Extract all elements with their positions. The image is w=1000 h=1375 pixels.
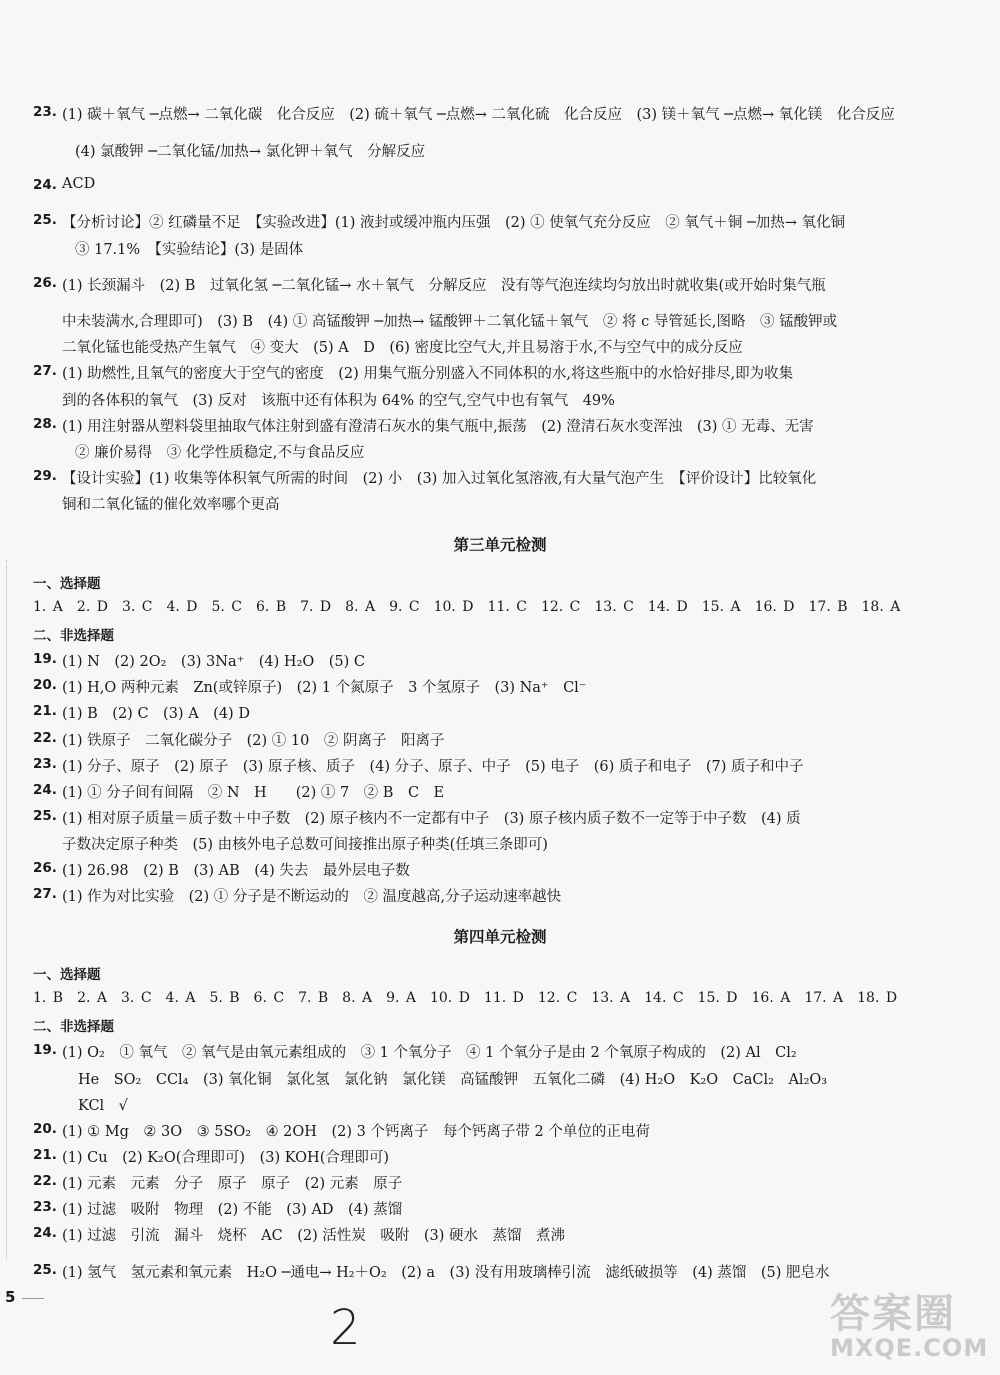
q29-line-1: 【设计实验】(1) 收集等体积氧气所需的时间 (2) 小 (3) 加入过氧化氢溶液,有大量气泡产生 【评价设计】比较氧化 [62,471,817,487]
unit3-mc-answers: 1. A 2. D 3. C 4. D 5. C 6. B 7. D 8. A 9. C 10. D 11. C 12. C 13. C 14. D 15. A 16. D 17. B 18. A [33,599,901,615]
q26-line-3: 二氧化锰也能受热产生氧气 ④ 变大 (5) A D (6) 密度比空气大,并且易溶于水,不与空气中的成分反应 [62,340,743,356]
u4-q24-number: 24. [33,1225,57,1241]
u3-q22-line-1: (1) 铁原子 二氧化碳分子 (2) ① 10 ② 阴离子 阳离子 [62,733,445,749]
u4-q20-number: 20. [33,1121,57,1137]
unit4-title: 第四单元检测 [453,928,547,946]
u3-q25-number: 25. [33,808,57,824]
u3-q25-line-2: 子数决定原子种类 (5) 由核外电子总数可间接推出原子种类(任填三条即可) [62,837,548,853]
q23-line-2: (4) 氯酸钾 ─二氧化锰/加热→ 氯化钾＋氧气 分解反应 [75,144,426,160]
u4-q19-line-3: KCl √ [78,1098,128,1114]
unit4-mc-answers: 1. B 2. A 3. C 4. A 5. B 6. C 7. B 8. A 9. A 10. D 11. D 12. C 13. A 14. C 15. D 16. A 17. A 18. D [33,990,898,1006]
page-number-rule [22,1298,44,1299]
q24-number: 24. [33,177,57,193]
u4-q22-number: 22. [33,1173,57,1189]
u3-q26-number: 26. [33,860,57,876]
unit4-mc-label: 一、选择题 [33,967,101,983]
u4-q21-number: 21. [33,1147,57,1163]
u3-q23-line-1: (1) 分子、原子 (2) 原子 (3) 原子核、质子 (4) 分子、原子、中子 (5) 电子 (6) 质子和电子 (7) 质子和中子 [62,759,804,775]
u3-q26-line-1: (1) 26.98 (2) B (3) AB (4) 失去 最外层电子数 [62,863,410,879]
u3-q21-line-1: (1) B (2) C (3) A (4) D [62,706,250,722]
u4-q25-number: 25. [33,1262,57,1278]
q29-number: 29. [33,468,57,484]
u3-q24-line-1: (1) ① 分子间有间隔 ② N H (2) ① 7 ② B C E [62,785,445,801]
u3-q20-line-1: (1) H,O 两种元素 Zn(或锌原子) (2) 1 个氮原子 3 个氢原子 (3) Na⁺ Cl⁻ [62,680,587,696]
q27-line-1: (1) 助燃性,且氧气的密度大于空气的密度 (2) 用集气瓶分别盛入不同体积的水,将这些瓶中的水恰好排尽,即为收集 [62,366,794,382]
q23-line-1: (1) 碳＋氧气 ─点燃→ 二氧化碳 化合反应 (2) 硫＋氧气 ─点燃→ 二氧化硫 化合反应 (3) 镁＋氧气 ─点燃→ 氧化镁 化合反应 [62,107,895,123]
q28-line-1: (1) 用注射器从塑料袋里抽取气体注射到盛有澄清石灰水的集气瓶中,振荡 (2) 澄清石灰水变浑浊 (3) ① 无毒、无害 [62,419,814,435]
u3-q22-number: 22. [33,730,57,746]
watermark-bottom-text: MXQE.COM [830,1334,989,1362]
u3-q27-line-1: (1) 作为对比实验 (2) ① 分子是不断运动的 ② 温度越高,分子运动速率越快 [62,889,562,905]
q28-line-2: ② 廉价易得 ③ 化学性质稳定,不与食品反应 [75,445,365,461]
q26-line-2: 中未装满水,合理即可) (3) B (4) ① 高锰酸钾 ─加热→ 锰酸钾＋二氧化锰＋氧气 ② 将 c 导管延长,图略 ③ 锰酸钾或 [62,314,838,330]
u4-q19-line-2: He SO₂ CCl₄ (3) 氧化铜 氯化氢 氯化钠 氯化镁 高锰酸钾 五氧化二磷 (4) H₂O K₂O CaCl₂ Al₂O₃ [78,1072,828,1088]
u3-q27-number: 27. [33,886,57,902]
q25-line-2: ③ 17.1% 【实验结论】(3) 是固体 [75,242,304,258]
q29-line-2: 铜和二氧化锰的催化效率哪个更高 [62,497,280,513]
q27-line-2: 到的各体积的氧气 (3) 反对 该瓶中还有体积为 64% 的空气,空气中也有氧气 49% [62,393,615,409]
binding-margin [6,560,7,1260]
q28-number: 28. [33,416,57,432]
u4-q25-line-1: (1) 氢气 氢元素和氧元素 H₂O ─通电→ H₂＋O₂ (2) a (3) 没有用玻璃棒引流 滤纸破损等 (4) 蒸馏 (5) 肥皂水 [62,1265,830,1281]
u4-q23-number: 23. [33,1199,57,1215]
q25-number: 25. [33,212,57,228]
u3-q20-number: 20. [33,677,57,693]
unit3-title: 第三单元检测 [453,536,547,554]
u3-q25-line-1: (1) 相对原子质量＝质子数＋中子数 (2) 原子核内不一定都有中子 (3) 原子核内质子数不一定等于中子数 (4) 质 [62,811,801,827]
q24-line-1: ACD [62,176,96,192]
u3-q24-number: 24. [33,782,57,798]
u4-q22-line-1: (1) 元素 元素 分子 原子 原子 (2) 元素 原子 [62,1176,403,1192]
u3-q19-number: 19. [33,651,57,667]
unit3-mc-label: 一、选择题 [33,576,101,592]
watermark-logo [825,1282,995,1370]
handwritten-mark: 2 [330,1300,361,1356]
u3-q23-number: 23. [33,756,57,772]
q27-number: 27. [33,363,57,379]
u3-q21-number: 21. [33,703,57,719]
q26-number: 26. [33,275,57,291]
unit3-nonmc-label: 二、非选择题 [33,628,114,644]
u4-q20-line-1: (1) ① Mg ② 3O ③ 5SO₂ ④ 2OH (2) 3 个钙离子 每个钙离子带 2 个单位的正电荷 [62,1124,650,1140]
u4-q24-line-1: (1) 过滤 引流 漏斗 烧杯 AC (2) 活性炭 吸附 (3) 硬水 蒸馏 煮沸 [62,1228,566,1244]
u4-q19-line-1: (1) O₂ ① 氧气 ② 氧气是由氧元素组成的 ③ 1 个氧分子 ④ 1 个氧分子是由 2 个氧原子构成的 (2) Al Cl₂ [62,1045,797,1061]
q23-number: 23. [33,104,57,120]
unit4-nonmc-label: 二、非选择题 [33,1019,114,1035]
q25-line-1: 【分析讨论】② 红磷量不足 【实验改进】(1) 液封或缓冲瓶内压强 (2) ① 使氧气充分反应 ② 氧气＋铜 ─加热→ 氧化铜 [62,215,845,231]
u4-q21-line-1: (1) Cu (2) K₂O(合理即可) (3) KOH(合理即可) [62,1150,390,1166]
u3-q19-line-1: (1) N (2) 2O₂ (3) 3Na⁺ (4) H₂O (5) C [62,654,366,670]
u4-q19-number: 19. [33,1042,57,1058]
watermark-top-text: 答案圈 [830,1291,956,1337]
page-number: 5 [5,1288,16,1306]
q26-line-1: (1) 长颈漏斗 (2) B 过氧化氢 ─二氧化锰→ 水＋氧气 分解反应 没有等气泡连续均匀放出时就收集(或开始时集气瓶 [62,278,826,294]
u4-q23-line-1: (1) 过滤 吸附 物理 (2) 不能 (3) AD (4) 蒸馏 [62,1202,403,1218]
